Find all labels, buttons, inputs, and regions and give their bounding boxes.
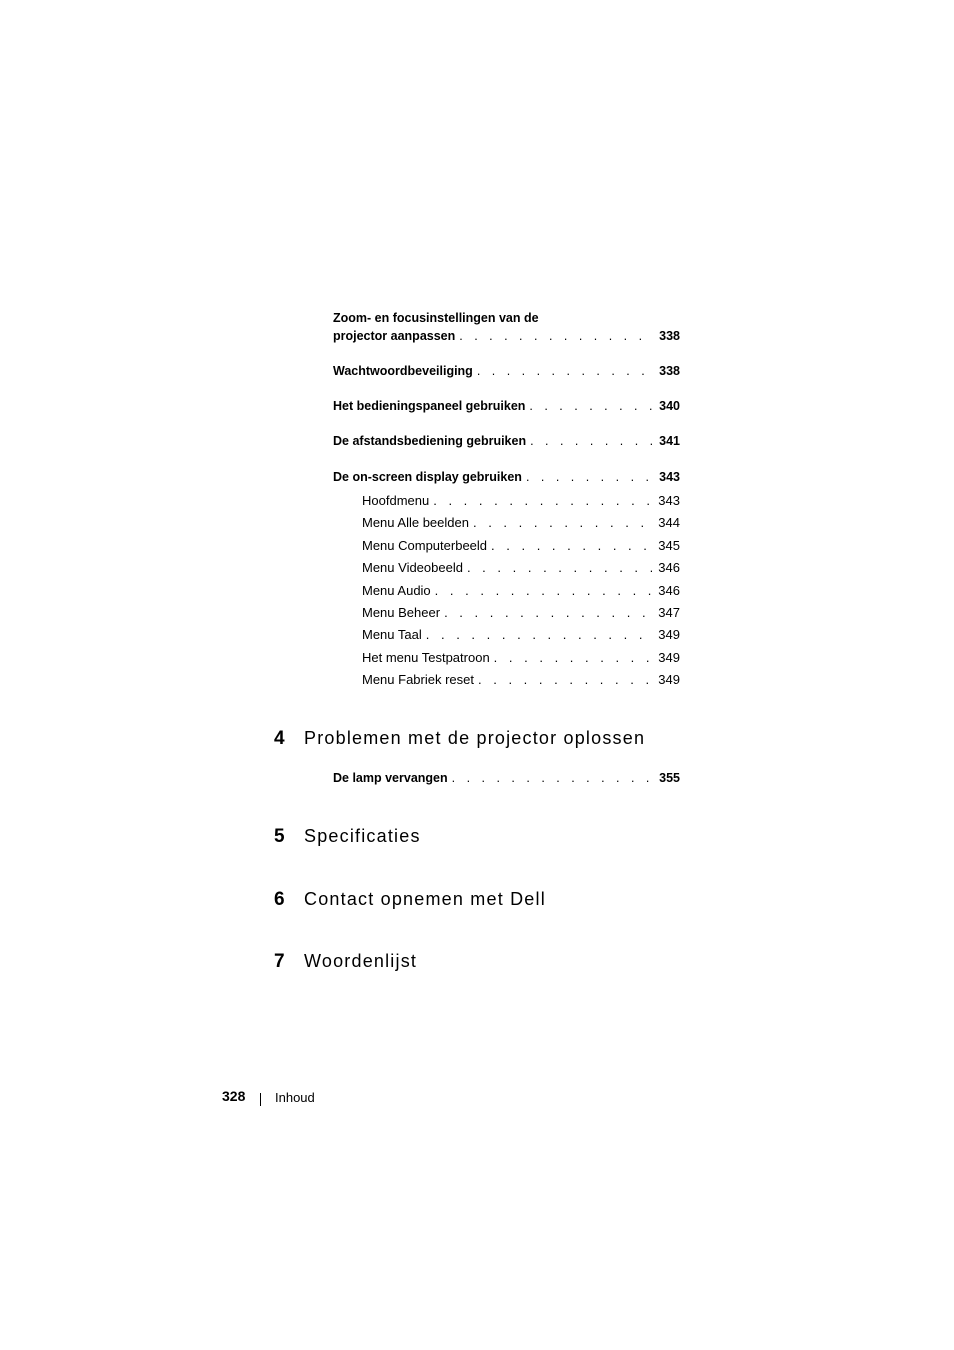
- toc-subentry-videobeeld[interactable]: [362, 560, 680, 576]
- toc-page-number: 346: [658, 583, 680, 598]
- toc-entry-label: Menu Computerbeeld: [362, 538, 488, 553]
- toc-subentry-fabriek-reset[interactable]: [362, 672, 680, 688]
- toc-page-number: 338: [659, 329, 680, 343]
- toc-subentry-beheer[interactable]: [362, 605, 680, 621]
- chapter-title: Contact opnemen met Dell: [304, 889, 546, 909]
- toc-entry-label: Menu Beheer: [362, 605, 441, 620]
- toc-page-number: 344: [658, 515, 680, 530]
- toc-subentry-alle-beelden[interactable]: [362, 515, 680, 531]
- toc-leader-dots: [467, 560, 652, 576]
- toc-page-number: 349: [658, 627, 680, 642]
- toc-leader-dots: [529, 398, 653, 414]
- toc-leader-dots: [433, 493, 652, 509]
- toc-entry-label: De lamp vervangen: [333, 771, 448, 785]
- footer-separator: [260, 1093, 261, 1106]
- toc-chapter-6[interactable]: [274, 889, 546, 911]
- toc-entry-label: Hoofdmenu: [362, 493, 430, 508]
- toc-entry-zoom-focus[interactable]: [333, 328, 680, 344]
- toc-entry-afstandsbediening[interactable]: [333, 433, 680, 449]
- chapter-title: Specificaties: [304, 826, 421, 846]
- toc-entry-wachtwoordbeveiliging[interactable]: [333, 363, 680, 379]
- toc-entry-label: Het menu Testpatroon: [362, 650, 490, 665]
- toc-entry-bedieningspaneel[interactable]: [333, 398, 680, 414]
- toc-page-number: 341: [659, 434, 680, 448]
- toc-chapter-4[interactable]: [274, 728, 645, 750]
- toc-leader-dots: [478, 672, 652, 688]
- toc-leader-dots: [452, 770, 654, 786]
- toc-subentry-testpatroon[interactable]: [362, 650, 680, 666]
- toc-entry-label: Menu Audio: [362, 583, 431, 598]
- footer-page-number: 328: [222, 1088, 246, 1104]
- toc-entry-label: Menu Fabriek reset: [362, 672, 474, 687]
- toc-subentry-audio[interactable]: [362, 583, 680, 599]
- footer-section-label: Inhoud: [275, 1090, 315, 1105]
- toc-subentry-taal[interactable]: [362, 627, 680, 643]
- toc-entry-label: Menu Alle beelden: [362, 515, 469, 530]
- chapter-title: Problemen met de projector oplossen: [304, 728, 646, 748]
- toc-subentry-computerbeeld[interactable]: [362, 538, 680, 554]
- toc-leader-dots: [426, 627, 653, 643]
- chapter-number: 7: [274, 951, 285, 972]
- toc-entry-lamp-vervangen[interactable]: [333, 770, 680, 786]
- toc-leader-dots: [435, 583, 653, 599]
- toc-subentry-hoofdmenu[interactable]: [362, 493, 680, 509]
- toc-entry-label: De afstandsbediening gebruiken: [333, 434, 527, 448]
- toc-entry-label: projector aanpassen: [333, 329, 456, 343]
- toc-leader-dots: [491, 538, 652, 554]
- toc-chapter-5[interactable]: [274, 826, 421, 848]
- toc-entry-label: De on-screen display gebruiken: [333, 470, 522, 484]
- toc-page-number: 346: [658, 560, 680, 575]
- toc-leader-dots: [494, 650, 653, 666]
- chapter-number: 4: [274, 728, 285, 749]
- toc-leader-dots: [530, 433, 653, 449]
- toc-page-number: 349: [658, 650, 680, 665]
- toc-leader-dots: [444, 605, 652, 621]
- toc-entry-label: Het bedieningspaneel gebruiken: [333, 399, 526, 413]
- toc-page-number: 340: [659, 399, 680, 413]
- toc-page-number: 343: [658, 493, 680, 508]
- chapter-number: 6: [274, 889, 285, 910]
- toc-entry-label: Wachtwoordbeveiliging: [333, 364, 473, 378]
- toc-page-number: 343: [659, 470, 680, 484]
- toc-leader-dots: [477, 363, 653, 379]
- chapter-title: Woordenlijst: [304, 951, 418, 971]
- toc-page-number: 347: [658, 605, 680, 620]
- toc-page-number: 338: [659, 364, 680, 378]
- toc-entry-label: Menu Taal: [362, 627, 422, 642]
- toc-page-number: 349: [658, 672, 680, 687]
- toc-entry-on-screen-display[interactable]: [333, 469, 680, 485]
- toc-leader-dots: [473, 515, 652, 531]
- toc-page-number: 345: [658, 538, 680, 553]
- toc-leader-dots: [459, 328, 653, 344]
- chapter-number: 5: [274, 826, 285, 847]
- toc-entry-label: Menu Videobeeld: [362, 560, 463, 575]
- toc-entry-line1: Zoom- en focusinstellingen van de: [333, 311, 539, 325]
- toc-chapter-7[interactable]: [274, 951, 417, 973]
- toc-leader-dots: [526, 469, 653, 485]
- toc-page-number: 355: [659, 771, 680, 785]
